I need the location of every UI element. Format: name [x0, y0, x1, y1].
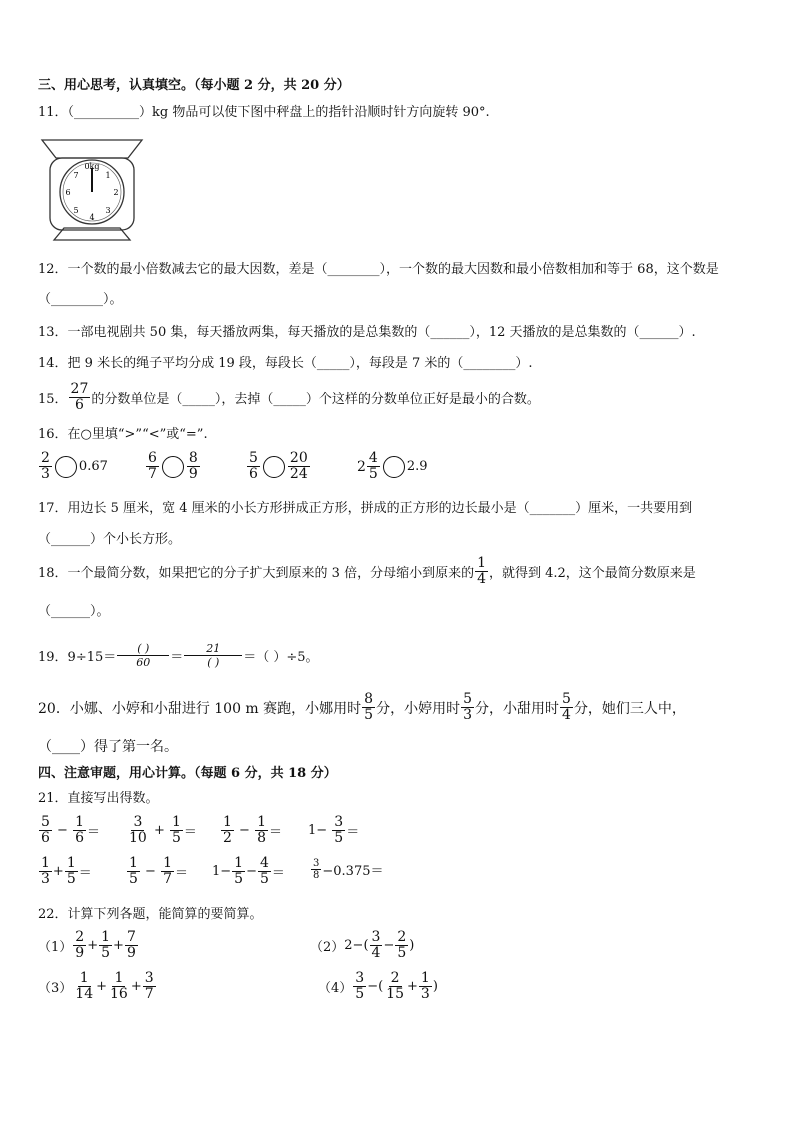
q16-i4-num: 4	[368, 450, 378, 466]
compare-circle[interactable]	[383, 456, 405, 478]
q16-i2-right	[187, 451, 200, 482]
q20-text-2: 分，小婷用时	[376, 700, 461, 717]
q16-i4-fraction	[367, 451, 380, 482]
question-20-line2: （____）得了第一名。	[38, 739, 178, 755]
q15-prefix: 15．	[38, 392, 68, 407]
q16-i1-den: 3	[41, 466, 50, 482]
q21-expr-2: $\frac{3}{10}$ + $\frac{1}{5}$ ＝	[129, 814, 197, 846]
q16-i1-right: 0.67	[78, 459, 108, 474]
q22-problem-1: （1） $\frac{2}{9}$ + $\frac{1}{5}$ + $\frac{7}{9}$	[38, 929, 136, 961]
q20-f3-den: 4	[562, 707, 571, 723]
q16-i3-rnum: 20	[289, 450, 308, 466]
q20-text-3: 分，小甜用时	[475, 700, 560, 717]
q16-i3-rden: 24	[289, 466, 308, 482]
question-15	[38, 382, 540, 413]
question-18-line1	[38, 556, 696, 587]
section-heading-4: 四、注意审题，用心计算。（每题 6 分，共 18 分）	[38, 766, 337, 781]
section-heading-3: 三、用心思考，认真填空。（每小题 2 分，共 20 分）	[38, 78, 350, 93]
q22-problem-4: （4） $\frac{3}{5}$ −( $\frac{2}{15}$ + $\frac{1}{3}$ )	[318, 970, 438, 1002]
q22-p2-label: （2）	[310, 940, 345, 955]
question-21: 21．直接写出得数。	[38, 791, 159, 806]
q20-f1-den: 5	[364, 707, 374, 723]
q19-suffix: ＝（ ）÷5。	[243, 650, 319, 665]
q21-expr-6: $\frac{1}{5}$ − $\frac{1}{7}$ ＝	[129, 855, 189, 887]
q21-expr-4: 1− $\frac{3}{5}$ ＝	[308, 814, 360, 846]
question-12-line1: 12．一个数的最小倍数减去它的最大因数，差是（________），一个数的最大因数和最小倍数相加和等于 68，这个数是	[38, 262, 719, 277]
q19-fraction-2	[184, 642, 242, 669]
q21-expr-1: $\frac{5}{6}$ − $\frac{1}{6}$ ＝	[41, 814, 101, 846]
scale-label-3: 3	[105, 206, 111, 215]
q19-f2-den: ( )	[207, 656, 220, 669]
q21-expr-5: $\frac{1}{3}$ + $\frac{1}{5}$ ＝	[41, 855, 92, 887]
q19-fraction-1	[117, 642, 169, 669]
q16-i2-rnum: 8	[188, 450, 198, 466]
q21-expr-8: $\frac{3}{8}$ −0.375＝	[313, 858, 384, 881]
q18-text-a: 18．一个最简分数，如果把它的分子扩大到原来的 3 倍，分母缩小到原来的	[38, 566, 475, 581]
question-12-line2: （________）。	[38, 292, 123, 307]
scale-label-6: 6	[65, 188, 71, 197]
q18-num: 1	[477, 555, 486, 571]
question-22: 22．计算下列各题，能简算的要简算。	[38, 907, 263, 922]
q16-i4-right: 2.9	[406, 459, 428, 474]
q16-i3-lnum: 5	[249, 450, 258, 466]
q16-i3-right	[288, 451, 310, 482]
q20-text-4: 分，她们三人中，	[573, 700, 686, 717]
q16-item-3	[246, 451, 311, 482]
q16-i2-rden: 9	[188, 466, 198, 482]
q22-p4-label: （4）	[318, 981, 353, 996]
q20-fraction-3	[560, 692, 573, 723]
scale-label-5: 5	[73, 206, 79, 215]
q16-item-2	[145, 451, 201, 482]
question-11: 11．（__________）kg 物品可以使下图中秤盘上的指针沿顺时针方向旋转 90°.	[38, 105, 490, 120]
scale-label-zero: 0kg	[84, 162, 100, 171]
question-14: 14．把 9 米长的绳子平均分成 19 段，每段长（_____），每段是 7 米的（________）.	[38, 356, 533, 371]
question-17-line2: （______）个小长方形。	[38, 532, 182, 547]
q16-i1-fraction	[39, 451, 52, 482]
question-17-line1: 17．用边长 5 厘米，宽 4 厘米的小长方形拼成正方形，拼成的正方形的边长最小是（_______）厘米，一共要用到	[38, 501, 693, 516]
scale-label-2: 2	[113, 188, 119, 197]
q16-item-1	[38, 451, 108, 482]
q18-text-b: ，就得到 4.2，这个最简分数原来是	[489, 566, 696, 581]
q15-denominator: 6	[75, 397, 84, 413]
compare-circle[interactable]	[263, 456, 285, 478]
q19-f1-num: ( )	[117, 642, 169, 656]
q20-f1-num: 8	[364, 691, 374, 707]
q19-prefix: 19．9÷15＝	[38, 650, 117, 665]
q20-fraction-2	[461, 692, 474, 723]
scale-label-1: 1	[105, 171, 111, 180]
question-19	[38, 642, 319, 669]
q18-fraction	[475, 556, 488, 587]
q22-p3-label: （3）	[38, 981, 73, 996]
q15-numerator: 27	[70, 381, 89, 397]
q22-p1-label: （1）	[38, 940, 73, 955]
q16-i3-lden: 6	[249, 466, 258, 482]
q20-f2-num: 5	[463, 691, 473, 707]
q21-expr-3: $\frac{1}{2}$ − $\frac{1}{8}$ ＝	[223, 814, 283, 846]
question-20-line1	[38, 692, 686, 723]
q15-fraction	[69, 382, 91, 413]
compare-circle[interactable]	[55, 456, 77, 478]
q16-i3-left	[247, 451, 260, 482]
q16-i2-left	[146, 451, 159, 482]
q20-f2-den: 3	[463, 707, 473, 723]
kitchen-scale-figure	[38, 136, 148, 244]
q16-i4-den: 5	[368, 466, 378, 482]
q21-expr-7: 1− $\frac{1}{5}$ − $\frac{4}{5}$ ＝	[212, 855, 285, 887]
q15-text: 的分数单位是（_____），去掉（_____）个这样的分数单位正好是最小的合数。	[91, 392, 540, 407]
q16-i2-lden: 7	[148, 466, 157, 482]
question-16: 16．在○里填“>”“<”或“=”.	[38, 427, 208, 442]
q22-problem-3: （3） $\frac{1}{14}$ + $\frac{1}{16}$ + $\frac{3}{7}$	[38, 970, 154, 1002]
q16-i2-lnum: 6	[148, 450, 157, 466]
scale-label-4: 4	[89, 213, 95, 222]
q16-item-4	[357, 451, 428, 482]
q19-equals: ＝	[170, 650, 184, 665]
q20-text-1: 20．小娜、小婷和小甜进行 100 m 赛跑，小娜用时	[38, 700, 362, 717]
q16-i1-num: 2	[41, 450, 50, 466]
q16-i4-whole: 2	[357, 458, 366, 475]
scale-label-7: 7	[73, 171, 79, 180]
compare-circle[interactable]	[162, 456, 184, 478]
q18-den: 4	[477, 571, 486, 587]
q19-f1-den: 60	[136, 656, 151, 669]
q19-f2-num: 21	[184, 642, 242, 656]
question-13: 13．一部电视剧共 50 集，每天播放两集，每天播放的是总集数的（______），12 天播放的是总集数的（______）.	[38, 325, 696, 340]
q22-problem-2: （2） 2−( $\frac{3}{4}$ − $\frac{2}{5}$ )	[310, 929, 415, 961]
q20-fraction-1	[362, 692, 375, 723]
question-18-line2: （______）。	[38, 604, 110, 619]
q20-f3-num: 5	[562, 691, 571, 707]
